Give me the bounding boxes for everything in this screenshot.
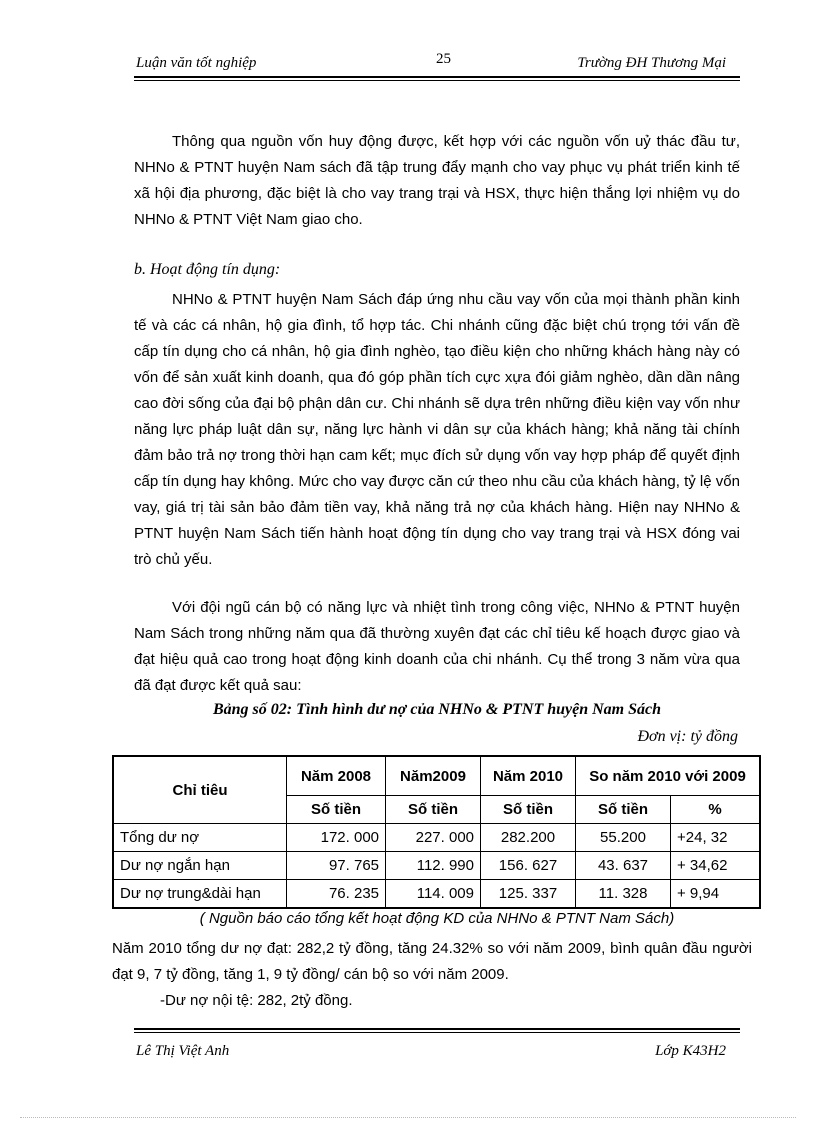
row-label: Tổng dư nợ [113,824,287,852]
footer-rule-thin [134,1032,740,1033]
cell-diff: 11. 328 [576,880,671,909]
footer-rule [134,1028,740,1030]
table-title: Bảng số 02: Tình hình dư nợ của NHNo & PTNT huyện Nam Sách [212,701,662,718]
section-heading: b. Hoạt động tín dụng: [134,261,281,278]
debt-table [112,755,761,909]
cell-percent: + 9,94 [671,880,761,909]
sub-percent: % [671,796,761,824]
paragraph-credit: NHNo & PTNT huyện Nam Sách đáp ứng nhu cầu vay vốn của mọi thành phần kinh tế và các cá nhân, hộ gia đình, tổ hợp tác. Chi nhánh cũng đặc biệt chú trọng tới vấn đề cấp tín dụng cho cá nhân, hộ gia đình nghèo, tạo điều kiện cho những khách hàng này có vốn để sản xuất kinh doanh, qua đó góp phần tích cực xựa đói giảm nghèo, dần dần nâng cao đời sống của đại bộ phận dân cư. Chi nhánh sẽ dựa trên những điều kiện vay vốn như năng lực pháp luật dân sự, năng lực hành vi dân sự của khách hàng; khả năng tài chính đảm bảo trả nợ trong thời hạn cam kết; mục đích sử dụng vốn vay hợp pháp để quyết định cấp tín dụng hay không. Mức cho vay được căn cứ theo nhu cầu của khách hàng, tỷ lệ vốn vay, giá trị tài sản bảo đảm tiền vay, khả năng trả nợ của khách hàng. Hiện nay NHNo & PTNT huyện Nam Sách tiến hành hoạt động tín dụng cho vay trang trại và HSX đóng vai trò chủ yếu. [134,291,740,568]
cell-percent: +24, 32 [671,824,761,852]
cell-diff: 43. 637 [576,852,671,880]
cell-2010: 125. 337 [481,880,576,909]
table-row [113,880,760,909]
cell-2008: 97. 765 [287,852,386,880]
cell-2009: 227. 000 [386,824,481,852]
sub-amount-2009: Số tiền [386,796,481,824]
paragraph-domestic: -Dư nợ nội tệ: 282, 2tỷ đồng. [160,992,353,1009]
sub-amount-2008: Số tiền [287,796,386,824]
header-year-2009: Năm2009 [386,756,481,796]
cell-2009: 112. 990 [386,852,481,880]
cell-2008: 76. 235 [287,880,386,909]
row-label: Dư nợ ngắn hạn [113,852,287,880]
footer-class: Lớp K43H2 [655,1043,726,1059]
header-rule-thin [134,80,740,81]
paragraph-staff: Với đội ngũ cán bộ có năng lực và nhiệt tình trong công việc, NHNo & PTNT huyện Nam Sách trong những năm qua đã thường xuyên đạt các chỉ tiêu kế hoạch được giao và đạt hiệu quả cao trong hoạt động kinh doanh của chi nhánh. Cụ thể trong 3 năm vừa qua đã đạt được kết quả sau: [134,599,740,694]
header-year-2008: Năm 2008 [287,756,386,796]
table-row [113,852,760,880]
cell-2010: 282.200 [481,824,576,852]
paragraph-summary: Năm 2010 tổng dư nợ đạt: 282,2 tỷ đồng, tăng 24.32% so với năm 2009, bình quân đầu người đạt 9, 7 tỷ đồng, tăng 1, 9 tỷ đồng/ cán bộ so với năm 2009. [112,940,752,983]
header-left: Luận văn tốt nghiệp [136,55,257,71]
page-edge-dotted-line [20,1117,796,1118]
header-compare: So năm 2010 với 2009 [576,756,761,796]
sub-amount-diff: Số tiền [576,796,671,824]
header-year-2010: Năm 2010 [481,756,576,796]
cell-2008: 172. 000 [287,824,386,852]
cell-2010: 156. 627 [481,852,576,880]
paragraph-intro: Thông qua nguồn vốn huy động được, kết hợp với các nguồn vốn uỷ thác đầu tư, NHNo & PTNT huyện Nam sách đã tập trung đẩy mạnh cho vay phục vụ phát triển kinh tế xã hội địa phương, đặc biệt là cho vay trang trại và HSX, thực hiện thắng lợi nhiệm vụ do NHNo & PTNT Việt Nam giao cho. [134,133,740,228]
cell-2009: 114. 009 [386,880,481,909]
row-label: Dư nợ trung&dài hạn [113,880,287,909]
sub-amount-2010: Số tiền [481,796,576,824]
table-row [113,824,760,852]
cell-percent: + 34,62 [671,852,761,880]
header-indicator: Chỉ tiêu [113,756,287,824]
header-rule [134,76,740,78]
footer-author: Lê Thị Việt Anh [136,1043,230,1059]
header-right: Trường ĐH Thương Mại [577,55,726,71]
table-source: ( Nguồn báo cáo tổng kết hoạt động KD của NHNo & PTNT Nam Sách) [199,910,675,927]
table-unit: Đơn vị: tỷ đồng [637,728,738,745]
page-number: 25 [436,51,451,67]
cell-diff: 55.200 [576,824,671,852]
